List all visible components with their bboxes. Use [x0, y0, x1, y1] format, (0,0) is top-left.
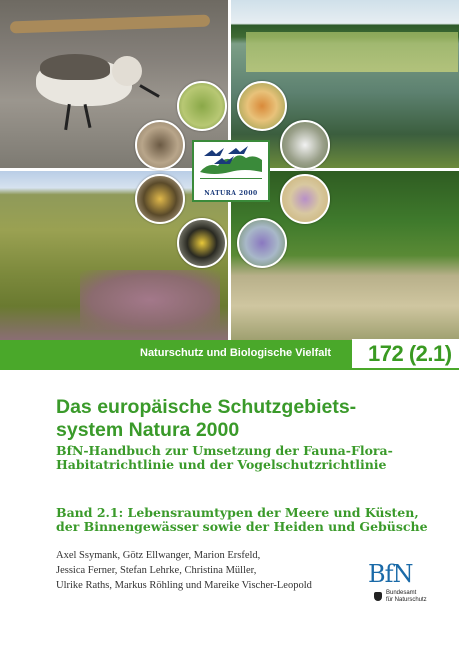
bird-head: [112, 56, 142, 86]
main-title-line: system Natura 2000: [56, 419, 240, 441]
reed-patch: [246, 32, 458, 72]
volume-title-line: der Binnengewässer sowie der Heiden und Gebüsche: [56, 519, 428, 534]
bird-leg: [64, 104, 71, 130]
subtitle: [56, 444, 451, 472]
circle-photo-flower: [237, 218, 287, 268]
subtitle-line: Habitatrichtlinie und der Vogelschutzrichtlinie: [56, 457, 387, 472]
main-title-line: Das europäische Schutzgebiets-: [56, 396, 357, 418]
subtitle-line: BfN-Handbuch zur Umsetzung der Fauna-Flora-: [56, 443, 393, 458]
circle-photo-orchid: [280, 120, 330, 170]
band-underline: [0, 368, 459, 370]
author-line: Jessica Ferner, Stefan Lehrke, Christina Müller,: [56, 565, 257, 576]
author-line: Axel Ssymank, Götz Ellwanger, Marion Ersfeld,: [56, 550, 261, 561]
heather-patch: [80, 270, 220, 330]
authors: [56, 548, 366, 593]
bfn-logo-text-line: Bundesamt: [386, 590, 417, 596]
circle-photo-fritillary: [280, 174, 330, 224]
circle-photo-grasshopper: [177, 81, 227, 131]
bird-leg: [84, 104, 92, 128]
bfn-logo-text: [386, 590, 427, 604]
circle-photo-beetle: [135, 120, 185, 170]
main-title: [56, 396, 446, 442]
bird-back: [40, 54, 110, 80]
circle-photo-butterfly: [237, 81, 287, 131]
circle-photo-bee: [135, 174, 185, 224]
natura-2000-logo: [192, 140, 270, 202]
natura-2000-label: NATURA 2000: [204, 190, 258, 197]
circle-photo-salamander: [177, 218, 227, 268]
bfn-logo-text-line: für Naturschutz: [386, 597, 427, 603]
series-number: 172 (2.1): [368, 341, 452, 366]
series-name: Naturschutz und Biologische Vielfalt: [140, 347, 332, 359]
author-line: Ulrike Raths, Markus Röhling und Mareike Vischer-Leopold: [56, 580, 312, 591]
bfn-logo: [358, 560, 448, 618]
driftwood: [10, 15, 210, 34]
series-number-box: [352, 339, 459, 369]
bfn-logo-mark: BfN: [368, 560, 413, 588]
volume-title-line: Band 2.1: Lebensraumtypen der Meere und Küsten,: [56, 505, 419, 520]
bird-beak: [139, 84, 160, 98]
volume-title: [56, 506, 451, 534]
federal-eagle-icon: [374, 592, 382, 601]
